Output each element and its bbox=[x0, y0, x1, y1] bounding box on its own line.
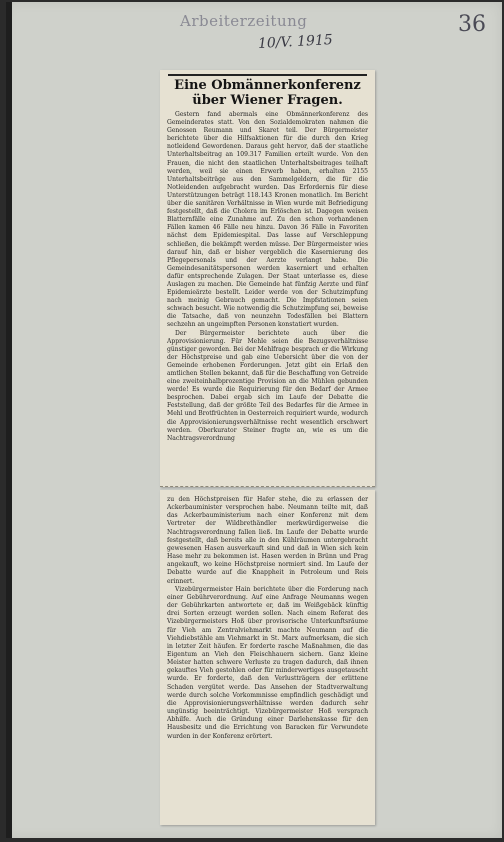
article-headline: Eine Obmännerkonferenz über Wiener Fragen. bbox=[168, 74, 367, 108]
handwritten-page-number: 36 bbox=[458, 12, 486, 37]
handwritten-date: 10/V. 1915 bbox=[257, 32, 334, 52]
article-paragraph: Vizebürgermeister Hain berichtete über die Forderung nach einer Gebührverordnung. Auf eine Anfrage Neumanns wegen der Gebührkarten antwortete er, daß im Weißgebäck künftig drei Sorten erzeugt werden sollen. Nach einem Referat des Vizebürgermeisters Hoß über provisorische Unterkunftsräume für Vieh am Zentralviehmarkt machte Neumann auf die Viehdiebstähle am Viehmarkt in St. Marx aufmerksam, die sich in letzter Zeit häufen. Er forderte rasche Maßnahmen, die das Eigentum an Vieh den Fleischhauern sichern. Ganz kleine Meister hatten schwere Verluste zu tragen dadurch, daß ihnen gekauftes Vieh gestohlen oder für minderwertiges ausgetauscht wurde. Er forderte, daß den Verlustträgern der erlittene Schaden vergütet werde. Das Ansehen der Stadtverwaltung werde durch solche Vorkommnisse empfindlich geschädigt und die Approvisionierungsverhältnisse werden dadurch sehr ungünstig beeinträchtigt. Vizebürgermeister Hoß versprach Abhilfe. Auch die Gründung einer Darlehenskasse für den Hausbesitz und die Errichtung von Baracken für Verwundete wurden in der Konferenz erörtert. bbox=[167, 585, 368, 740]
newspaper-clipping-bottom bbox=[160, 490, 375, 825]
article-paragraph: zu den Höchstpreisen für Hafer stehe, die zu erlassen der Ackerbauminister versprochen habe. Neumann teilte mit, daß das Ackerbauministerium nach einer Konferenz mit dem Vertreter der Wildbrethändler merkwürdigerweise die Nachtragsverordnung fallen ließ. Im Laufe der Debatte wurde festgestellt, daß bereits alle in den Kühlräumen untergebracht gewesenen Hasen ausverkauft sind und daß in Wien sich kein Hase mehr zu bekommen ist. Hasen werden in Brünn und Prag angekauft, wo keine Höchstpreise normiert sind. Im Laufe der Debatte wurde auf die Knappheit in Petroleum und Reis erinnert. bbox=[167, 496, 368, 585]
article-paragraph: Gestern fand abermals eine Obmännerkonferenz des Gemeinderates statt. Von den Sozialdemokraten nahmen die Genossen Reumann und Skaret teil. Der Bürgermeister berichtete über die Hilfsaktionen für die durch den Krieg notleidend Gewordenen. Daraus geht hervor, daß der staatliche Unterhaltsbeitrag an 109.317 Familien erteilt wurde. Von den Frauen, die nicht den staatlichen Unterhaltsbeitrages teilhaft werden, weil sie einen Erwerb haben, erhalten 2155 Unterhaltsbeiträge aus den Sammelgeldern, die für die Notleidenden aufgebracht wurden. Das Erfordernis für diese Unterstützungen beträgt 118.143 Kronen monatlich. Im Bericht über die sanitären Verhältnisse in Wien wurde mit Befriedigung festgestellt, daß die Cholera im Erlöschen ist. Dagegen weisen Blatternfälle eine Zunahme auf. Zu den schon vorhandenen Fällen kamen 46 Fälle neu hinzu. Davon 36 Fälle in Favoriten nächst dem Epidemiespital. Das lasse auf Verschleppung schließen, die bekämpft werden müsse. Der Bürgermeister wies darauf hin, daß er bisher vergeblich die Kasernierung des Pflegepersonals und der Aerzte verlangt habe. Die Gemeindesanitätspersonen werden kaserniert und erhalten dafür entsprechende Zulagen. Der Staat unterlasse es, diese Auslagen zu machen. Die Gemeinde hat fünfzig Aerzte und fünf Epidemieärzte bestellt. Leider werde von der Schutzimpfung nach meinig Gebrauch gemacht. Die Impfstationen seien schwach besucht. Wie notwendig die Schutzimpfung sei, beweise die Tatsache, daß von neunzehn Todesfällen bei Blattern sechzehn an ungeimpften Personen konstatiert wurden. bbox=[167, 111, 369, 329]
article-paragraph: Der Bürgermeister berichtete auch über die Approvisionierung. Für Mehle seien die Bezugsverhältnisse günstiger geworden. Bei der Mehlfrage besprach er die Wirkung der Höchstpreise und gab eine Uebersicht über die von der Gemeinde erhobenen Forderungen. Jetzt gibt ein Erlaß den amtlichen Stellen bekannt, daß für die Beschaffung von Getreide eine zweiteinhalbprozentige Provision an die Mühlen gebunden werde! Es wurde die Requirierung für den Bedarf der Armee besprochen. Dabei ergab sich im Laufe der Debatte die Feststellung, daß der größte Teil des Bedarfes für die Armee in Mehl und Brotfrüchten in Oesterreich requiriert wurde, wodurch die Approvisionierungsverhältnisse recht wesentlich erschwert werden. Oberkurator Steiner fragte an, wie es um die Nachtragsverordnung bbox=[167, 329, 368, 442]
article-body-part1 bbox=[167, 111, 368, 443]
handwritten-source: Arbeiterzeitung bbox=[180, 12, 308, 30]
article-body-part2 bbox=[167, 496, 368, 741]
scan-edge bbox=[6, 2, 12, 838]
newspaper-clipping-top bbox=[160, 70, 375, 487]
